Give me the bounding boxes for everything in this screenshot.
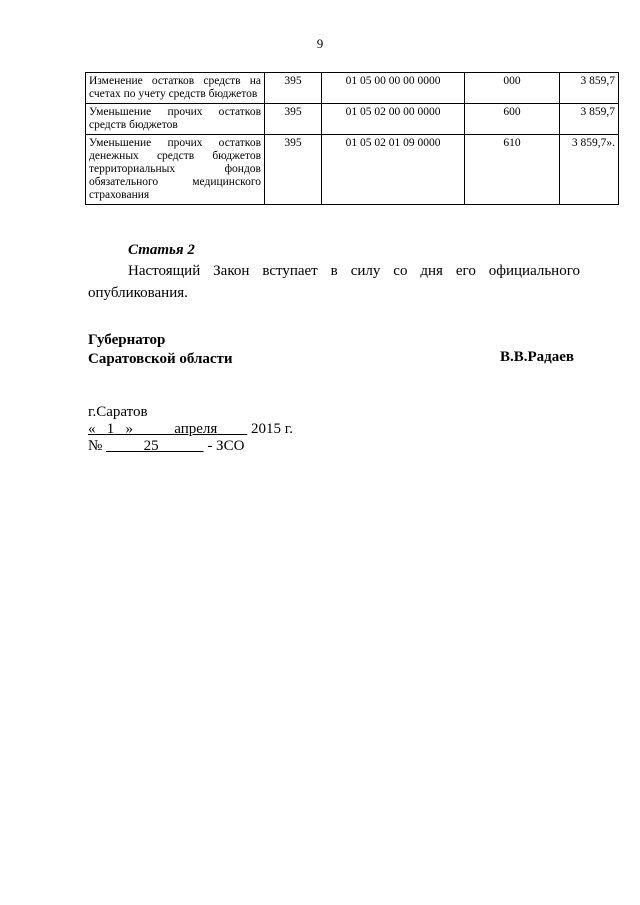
place-date-block — [88, 404, 293, 455]
signatory-name: В.В.Радаев — [500, 349, 575, 365]
table-row — [86, 104, 619, 135]
row-admin-code: 395 — [265, 73, 322, 104]
article-title: Статья 2 — [128, 242, 195, 258]
date-day: 1 — [106, 421, 115, 437]
row-name: Уменьшение прочих остатков средств бюджетов — [86, 104, 265, 135]
row-kbk: 01 05 02 01 09 0000 — [322, 135, 465, 205]
date-line: « 1 » апреля 2015 г. — [88, 421, 293, 437]
row-kosgu: 610 — [465, 135, 560, 205]
row-kosgu: 000 — [465, 73, 560, 104]
row-sum: 3 859,7 — [560, 73, 619, 104]
row-name: Изменение остатков средств на счетах по учету средств бюджетов — [86, 73, 265, 104]
row-kbk: 01 05 02 00 00 0000 — [322, 104, 465, 135]
row-sum: 3 859,7». — [560, 135, 619, 205]
row-name: Уменьшение прочих остатков денежных средств бюджетов территориальных фондов обязательного медицинского страхования — [86, 135, 265, 205]
signatory-title-line1: Губернатор — [88, 332, 166, 348]
number-line: № 25 - ЗСО — [88, 438, 245, 454]
article-text: Настоящий Закон вступает в силу со дня его официального опубликования. — [88, 263, 580, 301]
row-kbk: 01 05 00 00 00 0000 — [322, 73, 465, 104]
doc-number: 25 — [143, 438, 159, 454]
row-admin-code: 395 — [265, 135, 322, 205]
date-year: 2015 г. — [251, 421, 293, 437]
budget-table — [85, 72, 619, 205]
signatory-title-line2: Саратовской области — [88, 351, 233, 367]
table-row — [86, 135, 619, 205]
row-kosgu: 600 — [465, 104, 560, 135]
place: г.Саратов — [88, 404, 148, 420]
date-month: апреля — [174, 421, 218, 437]
signatory-title — [88, 331, 233, 369]
row-sum: 3 859,7 — [560, 104, 619, 135]
doc-number-suffix: - ЗСО — [207, 438, 245, 454]
row-admin-code: 395 — [265, 104, 322, 135]
table-row — [86, 73, 619, 104]
page-number: 9 — [316, 36, 324, 51]
